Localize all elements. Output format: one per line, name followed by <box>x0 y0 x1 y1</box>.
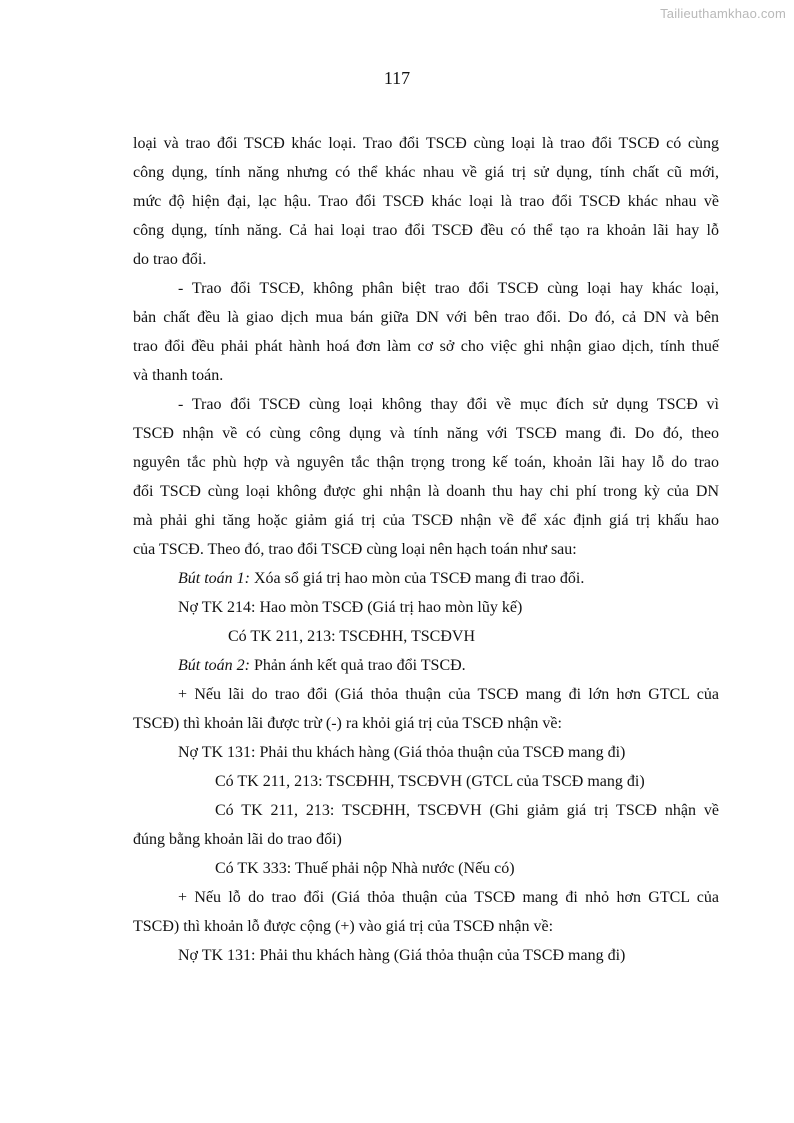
text-line: TSCĐ) thì khoản lỗ được cộng (+) vào giá trị của TSCĐ nhận về: <box>133 918 554 935</box>
page-number: 117 <box>383 68 411 88</box>
watermark: Tailieuthamkhao.com <box>660 6 786 21</box>
text-line: và thanh toán. <box>133 367 224 384</box>
credit-line: Có TK 211, 213: TSCĐHH, TSCĐVH <box>228 628 475 645</box>
entry-label: Bút toán 1: <box>178 570 250 587</box>
text-line: mà phải ghi tăng hoặc giảm giá trị của TSCĐ nhận về để xác định giá trị khấu hao <box>133 512 719 529</box>
credit-line: Có TK 211, 213: TSCĐHH, TSCĐVH (GTCL của TSCĐ mang đi) <box>215 773 645 790</box>
text-line: TSCĐ) thì khoản lãi được trừ (-) ra khỏi giá trị của TSCĐ nhận về: <box>133 715 562 732</box>
text-line: - Trao đổi TSCĐ cùng loại không thay đổi về mục đích sử dụng TSCĐ vì <box>178 396 719 413</box>
text-line: công dụng, tính năng nhưng có thể khác nhau về giá trị sử dụng, tính chất cũ mới, <box>133 164 719 181</box>
text-line: loại và trao đổi TSCĐ khác loại. Trao đổi TSCĐ cùng loại là trao đổi TSCĐ có cùng <box>133 135 719 152</box>
document-body <box>133 129 719 970</box>
credit-line: Có TK 333: Thuế phải nộp Nhà nước (Nếu có) <box>215 860 515 877</box>
text-line: trao đổi đều phải phát hành hoá đơn làm cơ sở cho việc ghi nhận giao dịch, tính thuế <box>133 338 719 355</box>
text-line: mức độ hiện đại, lạc hậu. Trao đổi TSCĐ khác loại là trao đổi TSCĐ khác nhau về <box>133 193 719 210</box>
text-line: do trao đổi. <box>133 251 207 268</box>
text-line: đổi TSCĐ cùng loại không được ghi nhận là doanh thu hay chi phí trong kỳ của DN <box>133 483 719 500</box>
text-line: - Trao đổi TSCĐ, không phân biệt trao đổi TSCĐ cùng loại hay khác loại, <box>178 280 719 297</box>
entry-text: Xóa sổ giá trị hao mòn của TSCĐ mang đi trao đổi. <box>250 570 585 587</box>
text-line: công dụng, tính năng. Cả hai loại trao đổi TSCĐ đều có thể tạo ra khoản lãi hay lỗ <box>133 222 719 239</box>
debit-line: Nợ TK 214: Hao mòn TSCĐ (Giá trị hao mòn lũy kế) <box>178 599 523 616</box>
debit-line: Nợ TK 131: Phải thu khách hàng (Giá thỏa thuận của TSCĐ mang đi) <box>178 947 626 964</box>
text-line: TSCĐ nhận về có cùng công dụng và tính năng với TSCĐ mang đi. Do đó, theo <box>133 425 719 442</box>
journal-entry-2 <box>133 651 719 680</box>
journal-entry-1 <box>133 564 719 593</box>
entry-text: Phản ánh kết quả trao đổi TSCĐ. <box>250 657 466 674</box>
text-line: đúng bằng khoản lãi do trao đổi) <box>133 831 342 848</box>
entry-label: Bút toán 2: <box>178 657 250 674</box>
text-line: của TSCĐ. Theo đó, trao đổi TSCĐ cùng loại nên hạch toán như sau: <box>133 541 577 558</box>
credit-line: Có TK 211, 213: TSCĐHH, TSCĐVH (Ghi giảm giá trị TSCĐ nhận về <box>215 802 719 819</box>
debit-line: Nợ TK 131: Phải thu khách hàng (Giá thỏa thuận của TSCĐ mang đi) <box>178 744 626 761</box>
text-line: + Nếu lỗ do trao đổi (Giá thỏa thuận của TSCĐ mang đi nhỏ hơn GTCL của <box>178 889 719 906</box>
text-line: nguyên tắc phù hợp và nguyên tắc thận trọng trong kế toán, khoản lãi hay lỗ do trao <box>133 454 719 471</box>
text-line: + Nếu lãi do trao đổi (Giá thỏa thuận của TSCĐ mang đi lớn hơn GTCL của <box>178 686 719 703</box>
text-line: bản chất đều là giao dịch mua bán giữa DN với bên trao đổi. Do đó, cả DN và bên <box>133 309 719 326</box>
